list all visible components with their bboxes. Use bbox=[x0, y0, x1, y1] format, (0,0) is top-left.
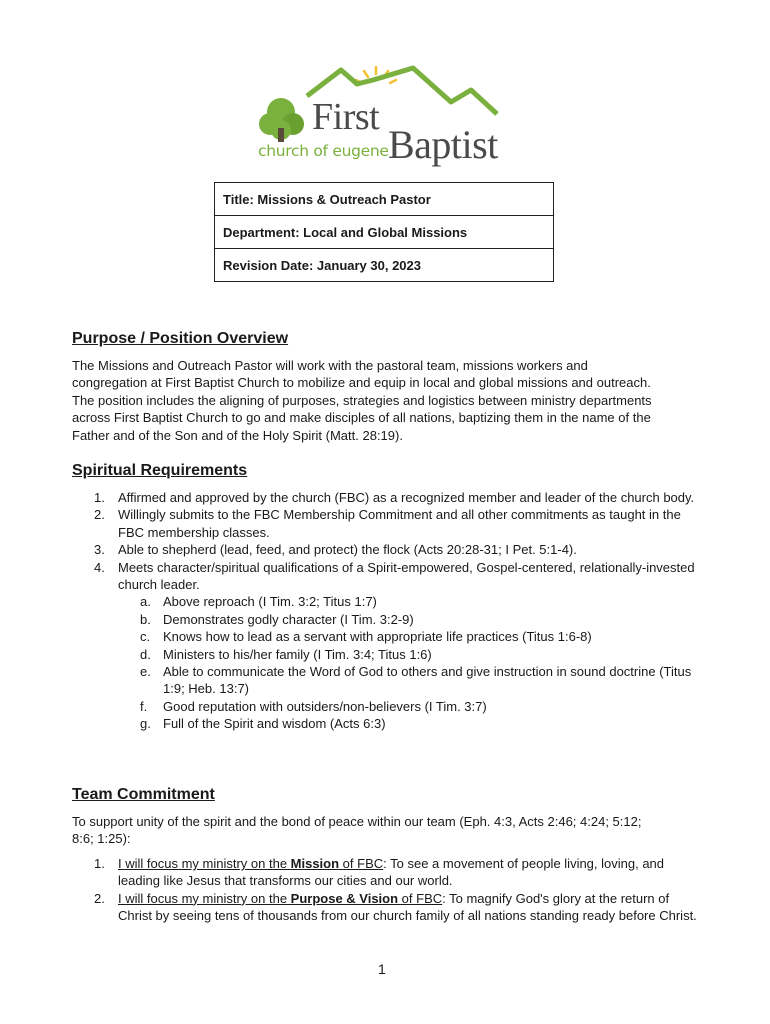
logo-word-first: First bbox=[312, 96, 380, 138]
list-number: 2. bbox=[94, 507, 105, 523]
commitment-tail: of FBC bbox=[339, 856, 384, 871]
list-item-text: : To see a movement of people living, loving, and leading like Jesus that transforms our cities and our world. bbox=[118, 856, 665, 889]
list-item bbox=[72, 489, 702, 506]
list-item-text: Good reputation with outsiders/non-believers (I Tim. 3:7) bbox=[163, 698, 487, 714]
list-item bbox=[118, 663, 702, 698]
text-line: To support unity of the spirit and the bond of peace within our team (Eph. 4:3, Acts 2:46; 4:24; 5:12; bbox=[72, 814, 642, 829]
list-item bbox=[72, 855, 702, 890]
list-item bbox=[118, 715, 702, 732]
list-item bbox=[72, 541, 702, 558]
commitment-lead bbox=[118, 856, 383, 871]
purpose-paragraph bbox=[72, 357, 700, 444]
list-number: 4. bbox=[94, 559, 105, 575]
list-letter: e. bbox=[140, 664, 151, 680]
list-item bbox=[72, 890, 702, 925]
commitment-lead-text: I will focus my ministry on the bbox=[118, 856, 291, 871]
list-letter: f. bbox=[140, 698, 148, 714]
list-item-text: Able to communicate the Word of God to others and give instruction in sound doctrine (Titus 1:9; Heb. 13:7) bbox=[163, 664, 692, 697]
text-line: 8:6; 1:25): bbox=[72, 831, 131, 847]
text-line: The Missions and Outreach Pastor will work with the pastoral team, missions workers and bbox=[72, 358, 588, 373]
list-item-text: : To magnify God's glory at the return of Christ by seeing tens of thousands from our church family of all nations standing ready before Christ. bbox=[118, 890, 697, 924]
job-department: Department: Local and Global Missions bbox=[215, 216, 554, 249]
team-commitment-list bbox=[72, 855, 702, 925]
list-item bbox=[118, 611, 702, 628]
spiritual-heading: Spiritual Requirements bbox=[72, 462, 248, 479]
list-item bbox=[118, 593, 702, 610]
list-item-text: Full of the Spirit and wisdom (Acts 6:3) bbox=[163, 716, 386, 732]
list-number: 2. bbox=[94, 890, 105, 906]
character-qualifications-list bbox=[118, 593, 702, 732]
list-item bbox=[72, 559, 702, 733]
list-item bbox=[72, 506, 702, 541]
text-line: Father and of the Son and of the Holy Spirit (Matt. 28:19). bbox=[72, 427, 403, 443]
tree-icon bbox=[259, 98, 304, 142]
list-item bbox=[118, 698, 702, 715]
team-paragraph bbox=[72, 813, 700, 848]
list-number: 1. bbox=[94, 856, 105, 871]
list-item-text: Affirmed and approved by the church (FBC) as a recognized member and leader of the church body. bbox=[118, 490, 695, 505]
list-item-text: Meets character/spiritual qualifications of a Spirit-empowered, Gospel-centered, relationally-invested church leader. bbox=[118, 559, 695, 593]
list-letter: c. bbox=[140, 629, 151, 645]
list-item bbox=[118, 646, 702, 663]
list-letter: b. bbox=[140, 611, 151, 627]
page-number: 1 bbox=[378, 961, 386, 977]
list-letter: g. bbox=[140, 716, 151, 732]
list-number: 3. bbox=[94, 542, 105, 558]
list-item-text: Willingly submits to the FBC Membership Commitment and all other commitments as taught in the FBC membership classes. bbox=[118, 507, 681, 540]
list-letter: d. bbox=[140, 646, 151, 662]
text-line: The position includes the aligning of purposes, strategies and logistics between ministry departments bbox=[72, 392, 652, 408]
commitment-tail: of FBC bbox=[398, 890, 443, 906]
logo-tagline: church of eugene bbox=[258, 142, 389, 160]
team-heading: Team Commitment bbox=[72, 786, 215, 803]
text-line: congregation at First Baptist Church to mobilize and equip in local and global missions and outreach. bbox=[72, 375, 651, 391]
table-row bbox=[215, 216, 554, 249]
commitment-keyword: Mission bbox=[290, 856, 340, 871]
commitment-keyword: Purpose & Vision bbox=[290, 890, 399, 906]
church-logo bbox=[255, 62, 517, 174]
list-item-text: Demonstrates godly character (I Tim. 3:2-9) bbox=[163, 611, 414, 627]
table-row bbox=[215, 249, 554, 282]
logo-word-baptist: Baptist bbox=[388, 122, 498, 167]
text-line: across First Baptist Church to go and make disciples of all nations, baptizing them in the name of the bbox=[72, 410, 651, 426]
list-item-text: Ministers to his/her family (I Tim. 3:4; Titus 1:6) bbox=[163, 646, 432, 662]
purpose-heading: Purpose / Position Overview bbox=[72, 330, 289, 347]
list-number: 1. bbox=[94, 490, 105, 505]
list-item-text: Able to shepherd (lead, feed, and protect) the flock (Acts 20:28-31; I Pet. 5:1-4). bbox=[118, 542, 577, 558]
job-info-table bbox=[214, 182, 554, 282]
list-letter: a. bbox=[140, 594, 151, 610]
list-item-text: Knows how to lead as a servant with appropriate life practices (Titus 1:6-8) bbox=[163, 629, 592, 645]
job-title: Title: Missions & Outreach Pastor bbox=[215, 183, 554, 216]
commitment-lead bbox=[118, 891, 442, 906]
revision-date: Revision Date: January 30, 2023 bbox=[215, 249, 554, 282]
list-item bbox=[118, 628, 702, 645]
list-item-text: Above reproach (I Tim. 3:2; Titus 1:7) bbox=[163, 594, 377, 610]
commitment-lead-text: I will focus my ministry on the bbox=[118, 890, 291, 906]
spiritual-requirements-list bbox=[72, 489, 702, 733]
table-row bbox=[215, 183, 554, 216]
